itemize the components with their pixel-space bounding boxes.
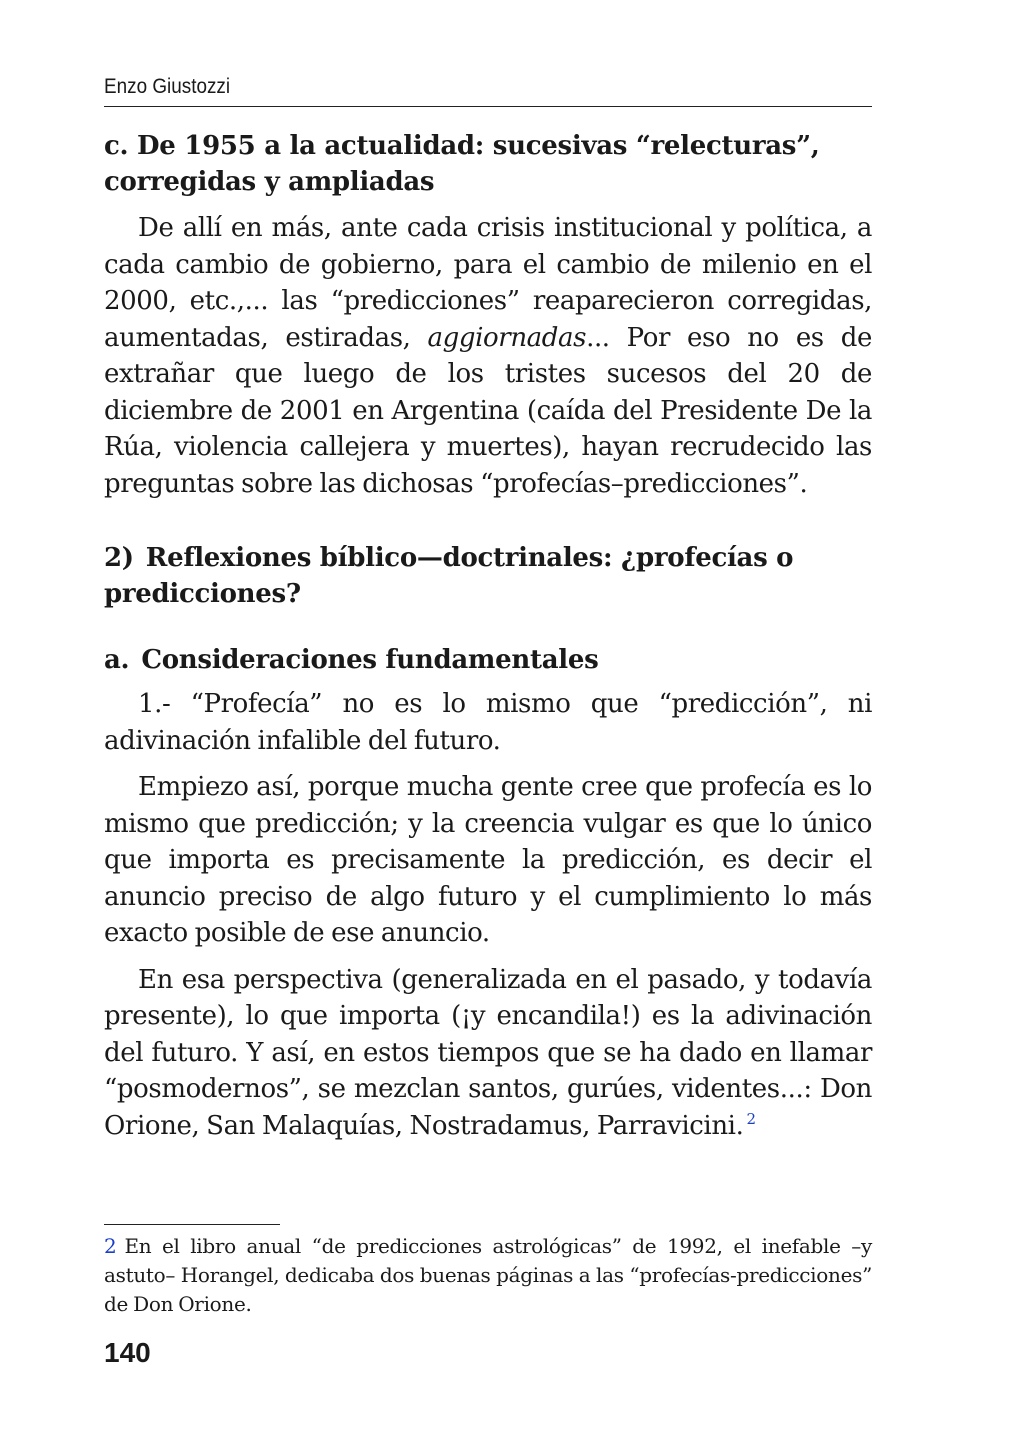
- section-c-heading: c. De 1955 a la actualidad: sucesivas “relecturas”, corregidas y ampliadas: [104, 131, 820, 197]
- section-a-title: Consideraciones fundamentales: [141, 645, 599, 675]
- footnote-number-link[interactable]: 2: [104, 1234, 117, 1258]
- section-c-paragraph-part2: ... Por eso no es de extrañar que luego de los tristes sucesos del 20 de diciembre de 2001 en Argentina (caída del Presidente De la Rúa, violencia callejera y muertes), hayan recrudecido las preguntas sobre las dichosas “profecías–predicciones”.: [104, 322, 872, 499]
- header-author: Enzo Giustozzi: [104, 75, 231, 98]
- section-c-paragraph: [104, 210, 872, 502]
- footnote-reference-link[interactable]: 2: [746, 1109, 756, 1128]
- book-page: [104, 0, 872, 1453]
- section-a-paragraph-2: Empiezo así, porque mucha gente cree que profecía es lo mismo que predicción; y la creencia vulgar es que lo único que importa es precisamente la predicción, es decir el anuncio preciso de algo futuro y el cumplimiento lo más exacto posible de ese anuncio.: [104, 772, 872, 948]
- section-a-paragraph-3-text: En esa perspectiva (generalizada en el pasado, y todavía presente), lo que importa (¡y encandila!) es la adivinación del futuro. Y así, en estos tiempos que se ha dado en llamar “posmodernos”, se mezclan santos, gurúes, videntes...: Don Orione, San Malaquías, Nostradamus, Parravicini.: [104, 964, 872, 1141]
- running-header: [104, 74, 872, 107]
- section-2-heading: [104, 540, 872, 612]
- page-content: [104, 128, 872, 1154]
- section-a-heading: [104, 642, 872, 678]
- section-c-paragraph-part1: De allí en más, ante cada crisis institucional y política, a cada cambio de gobierno, para el cambio de milenio en el 2000, etc.,... las “predicciones” reaparecieron corregidas, aumentadas, estiradas,: [104, 213, 872, 353]
- section-a-number: a.: [104, 645, 130, 675]
- footnote-text: En el libro anual “de predicciones astrológicas” de 1992, el inefable –y astuto– Horangel, dedicaba dos buenas páginas a las “profecías-predicciones” de Don Orione.: [104, 1234, 872, 1316]
- footnote: [104, 1232, 872, 1319]
- section-a-paragraph-3: [104, 962, 872, 1145]
- section-a-paragraph-1: 1.- “Profecía” no es lo mismo que “predicción”, ni adivinación infalible del futuro.: [104, 689, 872, 756]
- section-2-title: Reflexiones bíblico—doctrinales: ¿profecías o predicciones?: [104, 543, 794, 609]
- section-2-number: 2): [104, 543, 134, 573]
- page-number: 140: [104, 1337, 151, 1368]
- section-c-paragraph-italic: aggiornadas: [427, 322, 587, 353]
- footnote-divider: [104, 1224, 280, 1225]
